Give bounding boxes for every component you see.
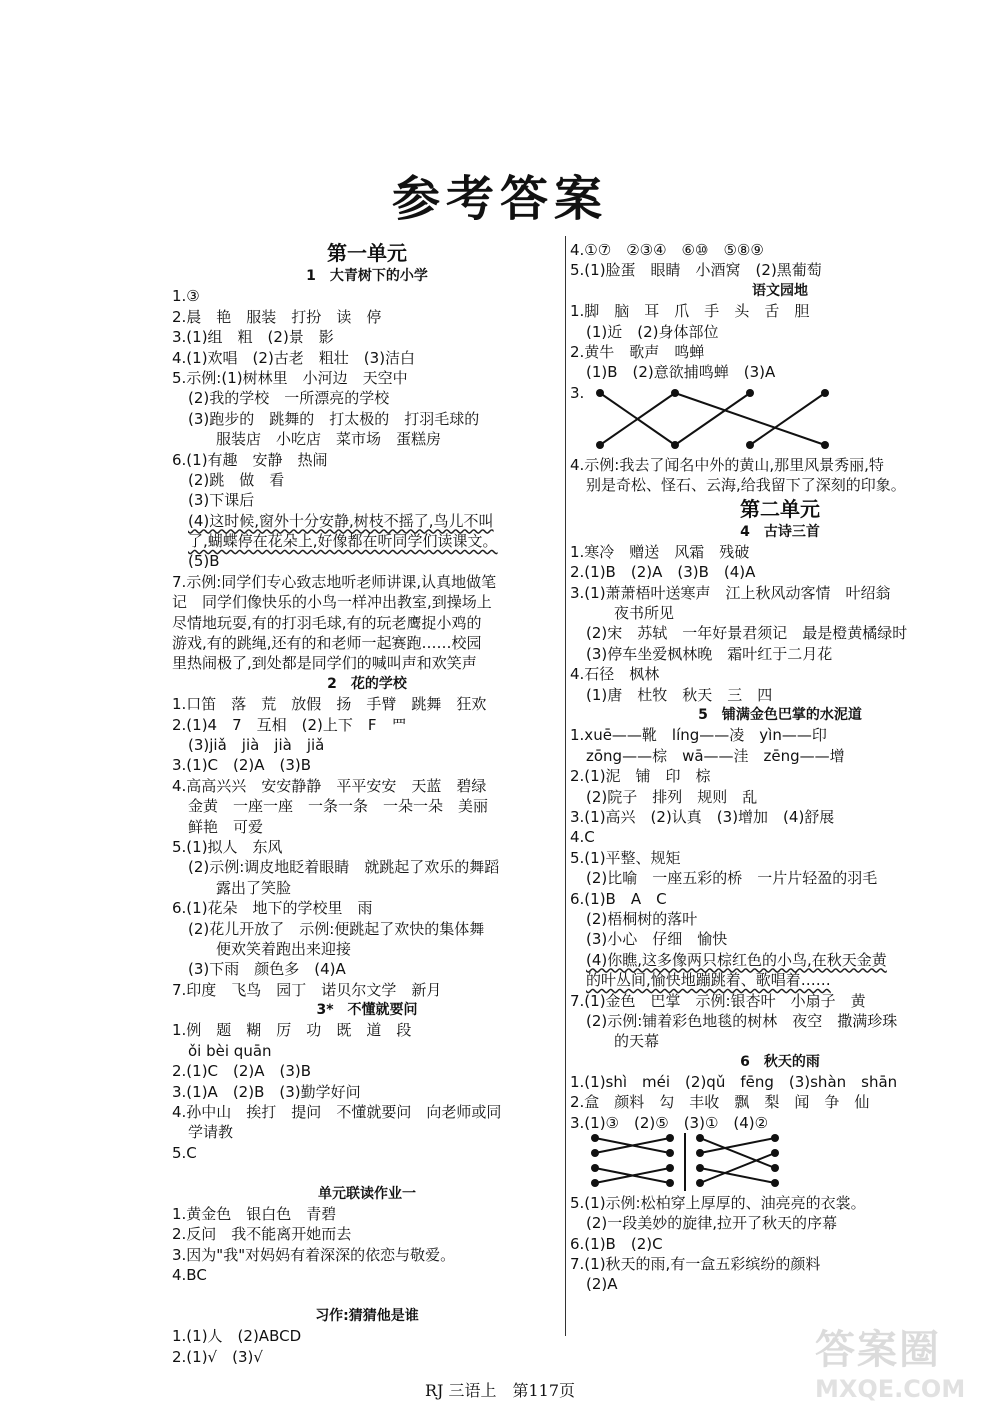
answer-line: (2)我的学校 一所漂亮的学校 [188,389,390,408]
answer-line: 的天幕 [614,1032,660,1051]
answer-line: 便欢笑着跑出来迎接 [216,939,352,958]
answer-line: (3)下雨 颜色多 (4)A [188,960,346,979]
spacer [172,1163,562,1183]
matching-lines [590,1133,790,1203]
left-column [172,240,562,1367]
match-dot [671,389,679,397]
answer-line: zōng——棕 wā——洼 zēng——增 [586,746,845,765]
answer-line: 7.示例:同学们专心致志地听老师讲课,认真地做笔 [172,572,497,591]
answer-line: 7.(1)金色 巴掌 示例:银杏叶 小扇子 黄 [570,991,866,1010]
wavy-underline-text: 的叶丛间,愉快地蹦跳着、歌唱着…… [586,971,831,990]
answer-line: (1)B (2)意欲捕鸣蝉 (3)A [586,363,776,382]
answer-line: 2.(1)泥 铺 印 棕 [570,767,711,786]
answer-line: 2.(1)B (2)A (3)B (4)A [570,563,756,582]
matching-lines [590,383,840,453]
answer-line: 4.高高兴兴 安安静静 平平安安 天蓝 碧绿 [172,776,487,795]
answer-line: 4.石径 枫林 [570,665,660,684]
answer-line: 1.脚 脑 耳 爪 手 头 舌 胆 [570,302,810,321]
answer-line: 5.(1)拟人 东风 [172,837,283,856]
answer-line [172,531,562,551]
answer-line: (5)B [188,552,220,571]
watermark-logo: 答案圈 MXQE.COM [815,1327,966,1403]
answer-line: 6.(1)B A C [570,889,667,908]
answer-line: 服装店 小吃店 菜市场 蛋糕房 [216,430,442,449]
match-dot [596,441,604,449]
answer-line: 学请教 [188,1123,234,1142]
lesson-heading: 1 大青树下的小学 [306,268,428,284]
answer-line: 5.(1)脸蛋 眼睛 小酒窝 (2)黑葡萄 [570,261,822,280]
match-dot [666,1164,674,1172]
answer-line: 1.③ [172,287,200,306]
answer-line: (3)jiǎ jià jià jiǎ [188,735,325,754]
answer-line: 2.(1)4 7 互相 (2)上下 F 罒 [172,715,407,734]
match-dot [746,389,754,397]
answer-line: 4.示例:我去了闻名中外的黄山,那里风景秀丽,特 [570,455,884,474]
answer-line: (3)跑步的 跳舞的 打太极的 打羽毛球的 [188,409,480,428]
answer-line: (2)花儿开放了 示例:便跳起了欢快的集体舞 [188,919,485,938]
match-dot [696,1134,704,1142]
answer-line: 2.黄牛 歌声 鸣蝉 [570,342,705,361]
answer-line: 2.(1)C (2)A (3)B [172,1062,312,1081]
wavy-underline-text: (4)这时候,窗外十分安静,树枝不摇了,鸟儿不叫 [188,511,494,530]
answer-line: 6.(1)花朵 地下的学校里 雨 [172,899,373,918]
answer-line: (2)宋 苏轼 一年好景君须记 最是橙黄橘绿时 [586,624,908,643]
answer-line: 3.(1)组 粗 (2)景 影 [172,328,334,347]
answer-line: 5.示例:(1)树林里 小河边 天空中 [172,368,408,387]
match-line [750,393,825,445]
answer-line: 别是奇松、怪石、云海,给我留下了深刻的印象。 [586,476,906,495]
answer-line: 1.口笛 落 荒 放假 扬 手臂 跳舞 狂欢 [172,695,487,714]
answer-line: (3)小心 仔细 愉快 [586,930,728,949]
answer-line: 2.晨 艳 服装 打扮 读 停 [172,307,382,326]
match-dot [591,1134,599,1142]
lesson-heading: 2 花的学校 [327,675,407,692]
match-dot [666,1179,674,1187]
answer-line: 3.(1)C (2)A (3)B [172,756,312,775]
answer-line: 5.C [172,1143,197,1162]
answer-line: (2)示例:调皮地眨着眼睛 就跳起了欢乐的舞蹈 [188,858,500,877]
match-dot [696,1149,704,1157]
answer-line: 记 同学们像快乐的小鸟一样冲出教室,到操场上 [172,593,492,612]
match-dot [591,1149,599,1157]
answer-line: 6.(1)有趣 安静 热闹 [172,450,328,469]
answer-line: (1)唐 杜牧 秋天 三 四 [586,685,773,704]
lesson-heading: 习作:猜猜他是谁 [315,1307,419,1324]
answer-line: 3.(1)萧萧梧叶送寒声 江上秋风动客情 叶绍翁 [570,583,891,602]
answer-line: 3.(1)③ (2)⑤ (3)① (4)② [570,1113,769,1132]
match-dot [671,441,679,449]
answer-line: (2)跳 做 看 [188,470,285,489]
answer-line: 4.BC [172,1266,207,1285]
lesson-heading: 4 古诗三首 [740,523,820,540]
lesson-heading: 单元联读作业一 [318,1185,416,1202]
answer-line: ǒi bèi quān [188,1041,272,1060]
answer-line: 尽情地玩耍,有的打羽毛球,有的玩老鹰捉小鸡的 [172,613,482,632]
match-dot [596,389,604,397]
answer-line: 2.反问 我不能离开她而去 [172,1225,352,1244]
match-line [675,393,750,445]
answer-line: (2)示例:铺着彩色地毯的树林 夜空 撒满珍珠 [586,1011,898,1030]
answer-line: (3)停车坐爱枫林晚 霜叶红于二月花 [586,644,833,663]
answer-line: 6.(1)B (2)C [570,1234,663,1253]
answer-line: 1.(1)shì méi (2)qǔ fēng (3)shàn shān [570,1073,898,1092]
match-dot [771,1149,779,1157]
answer-line [570,970,990,990]
match-dot [746,441,754,449]
unit-heading: 第一单元 [327,241,407,265]
answer-line: 3.(1)A (2)B (3)勤学好问 [172,1082,361,1101]
match-dot [696,1164,704,1172]
match-line [700,1138,775,1168]
matching-diagram [570,1113,990,1193]
wavy-underline-text: (4)你瞧,这多像两只棕红色的小鸟,在秋天金黄 [586,950,887,969]
right-column [570,240,990,1295]
answer-line: (2)院子 排列 规则 乱 [586,787,758,806]
answer-line: 1.例 题 糊 厉 功 既 道 段 [172,1021,412,1040]
match-dot [591,1164,599,1172]
spacer [172,1286,562,1306]
wavy-underline-text: 了,蝴蝶停在花朵上,好像都在听同学们读课文。 [188,532,498,551]
answer-line: 3.因为"我"对妈妈有着深深的依恋与敬爱。 [172,1245,456,1264]
answer-line: 7.(1)秋天的雨,有一盒五彩缤纷的颜料 [570,1255,821,1274]
page-footer: RJ 三语上 第117页 [424,1381,576,1400]
match-dot [666,1134,674,1142]
answer-line: (2)梧桐树的落叶 [586,909,698,928]
answer-line: 游戏,有的跳绳,还有的和老师一起赛跑……校园 [172,634,482,653]
answer-line: 4.(1)欢唱 (2)古老 粗壮 (3)洁白 [172,348,416,367]
answer-line: 4.①⑦ ②③④ ⑥⑩ ⑤⑧⑨ [570,241,764,259]
match-dot [771,1134,779,1142]
answer-line: 5.(1)示例:松柏穿上厚厚的、油亮亮的衣裳。 [570,1193,866,1212]
answer-line: 2.盒 颜料 勾 丰收 飘 梨 闻 争 仙 [570,1093,870,1112]
match-dot [696,1179,704,1187]
answer-line: 鲜艳 可爱 [188,817,264,836]
match-dot [666,1149,674,1157]
answer-line: (2)A [586,1275,618,1294]
answer-line: (2)比喻 一座五彩的桥 一片片轻盈的羽毛 [586,869,878,888]
answer-line: (2)一段美妙的旋律,拉开了秋天的序幕 [586,1214,838,1233]
answer-line: (1)近 (2)身体部位 [586,322,719,341]
unit-heading: 第二单元 [740,496,820,521]
answer-line: 1.黄金色 银白色 青碧 [172,1204,337,1223]
match-dot [771,1179,779,1187]
page-title: 参考答案 [391,171,608,227]
answer-line: 夜书所见 [614,604,675,623]
match-line [700,1153,775,1183]
matching-diagram [570,383,990,455]
answer-line: 金黄 一座一座 一条一条 一朵一朵 美丽 [188,797,489,816]
answer-line: 7.印度 飞鸟 园丁 诺贝尔文学 新月 [172,980,442,999]
lesson-heading: 3* 不懂就要问 [316,1002,418,1019]
column-divider [565,236,566,1336]
match-line [700,1168,775,1183]
match-dot [821,389,829,397]
lesson-heading: 6 秋天的雨 [740,1053,820,1070]
lesson-heading: 语文园地 [752,282,808,299]
lesson-heading: 5 铺满金色巴掌的水泥道 [698,707,862,724]
answer-line [570,950,990,970]
match-dot [591,1179,599,1187]
answer-line [172,511,562,531]
answer-line: 4.C [570,828,595,847]
answer-line: 里热闹极了,到处都是同学们的喊叫声和欢笑声 [172,654,477,673]
answer-line: 3.(1)高兴 (2)认真 (3)增加 (4)舒展 [570,807,835,826]
answer-line: 2.(1)√ (3)√ [172,1347,263,1366]
match-line [700,1138,775,1153]
answer-line: 5.(1)平整、规矩 [570,848,681,867]
match-dot [771,1164,779,1172]
answer-line: 1.xuē——靴 líng——凌 yìn——印 [570,726,827,745]
answer-line: (3)下课后 [188,491,255,510]
answer-line: 4.孙中山 挨打 提问 不懂就要问 向老师或同 [172,1103,502,1122]
answer-line: 露出了笑脸 [216,878,292,897]
answer-line: 1.(1)人 (2)ABCD [172,1327,302,1346]
answer-line: 3. [570,383,585,402]
answer-line: 1.寒冷 赠送 风霜 残破 [570,542,750,561]
match-line [675,393,825,445]
match-dot [821,441,829,449]
